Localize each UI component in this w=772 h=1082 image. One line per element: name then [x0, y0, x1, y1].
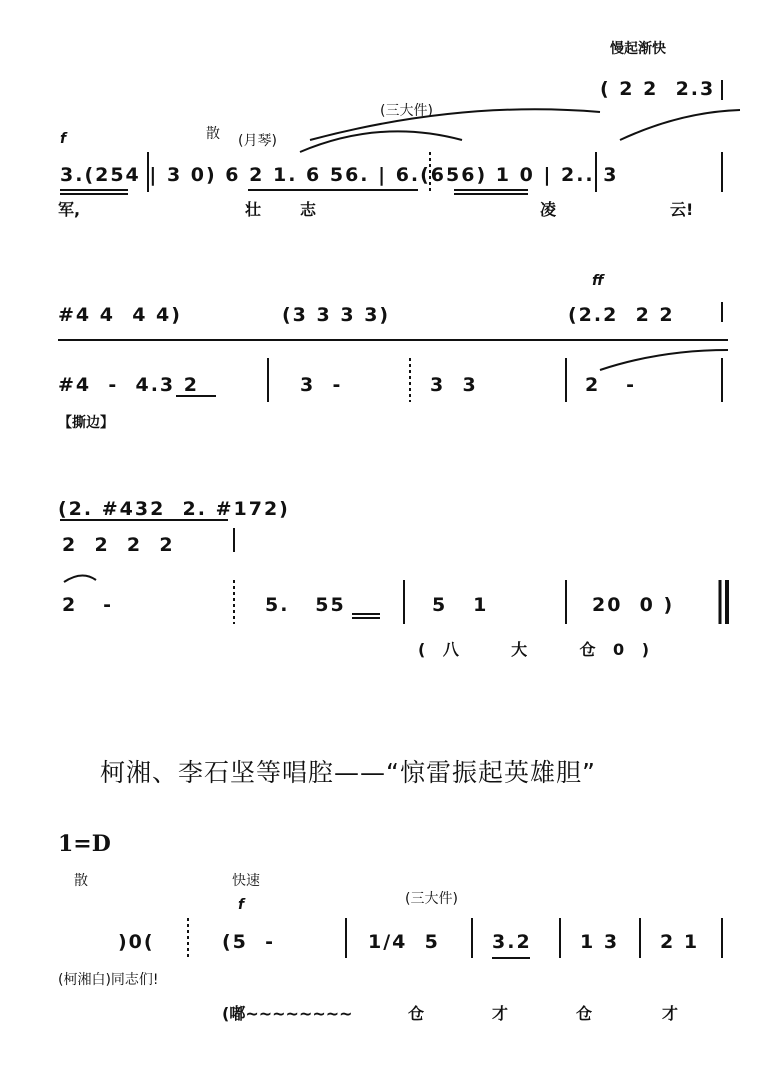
percussion-line: ( 八 大 仓 0 ) — [418, 640, 656, 659]
percussion-part: 才 — [662, 1004, 679, 1023]
lower-line-part: 2 - — [585, 374, 636, 396]
upper-line-part: #4 4 4 4) — [58, 304, 182, 326]
dynamic-mark: ff — [592, 273, 604, 289]
lyric: 凌 — [540, 200, 557, 219]
instrument-note: (三大件) — [380, 103, 433, 119]
percussion-part: 仓 — [408, 1004, 425, 1023]
melody-line-part: 5. 55 — [265, 594, 346, 616]
lower-line-part: 3 - — [300, 374, 343, 396]
melody-line-part: 2 - — [62, 594, 113, 616]
dynamic-mark: f — [60, 131, 67, 147]
lower-line-part: #4 - 4.3 2 — [58, 374, 199, 396]
lyric: 志 — [300, 200, 317, 219]
melody-line: 3.(254 | 3 0) 6 2 1. 6 56. | 6.(656) 1 0 | 2.. 3 — [60, 164, 619, 186]
free-tempo-mark: 散 — [206, 126, 220, 142]
instrument-note: (月琴) — [238, 133, 277, 149]
spoken-line: (柯湘白)同志们! — [58, 972, 159, 988]
melody-line: (2. #432 2. #172) — [58, 498, 290, 520]
melody-part: 2 1 — [660, 931, 700, 953]
lower-line-part: 3 3 — [430, 374, 478, 396]
percussion-part: 仓 — [576, 1004, 593, 1023]
page-title: 柯湘、李石坚等唱腔——“惊雷振起英雄胆” — [100, 758, 596, 787]
melody-line: 2 2 2 2 — [62, 534, 175, 556]
melody-part: 1 3 — [580, 931, 620, 953]
instrument-note: (三大件) — [405, 891, 458, 907]
top-instrument-line: ( 2 2 2.3 — [600, 78, 716, 100]
key-signature: 1=D — [58, 831, 111, 857]
melody-part: (5 - — [222, 931, 276, 953]
dynamic-mark: f — [238, 897, 245, 913]
tempo-marking: 慢起渐快 — [610, 41, 666, 57]
melody-part: 1/4 5 — [368, 931, 440, 953]
section-label: 【撕边】 — [58, 415, 114, 431]
melody-line-part: 20 0 ) — [592, 594, 675, 616]
free-tempo-mark: 散 — [74, 873, 88, 889]
upper-line-part: (2.2 2 2 — [568, 304, 675, 326]
melody-line-part: 5 1 — [432, 594, 489, 616]
melody-part: 3.2 — [492, 931, 532, 953]
upper-line-part: (3 3 3 3) — [282, 304, 391, 326]
lyric: 壮 — [245, 200, 262, 219]
percussion-part: 才 — [492, 1004, 509, 1023]
percussion-part: (嘟~~~~~~~~ — [222, 1004, 353, 1023]
lyric: 云! — [670, 200, 694, 219]
tempo-marking: 快速 — [232, 873, 260, 889]
row-start: )0( — [118, 931, 155, 953]
lyric: 军, — [58, 200, 81, 219]
